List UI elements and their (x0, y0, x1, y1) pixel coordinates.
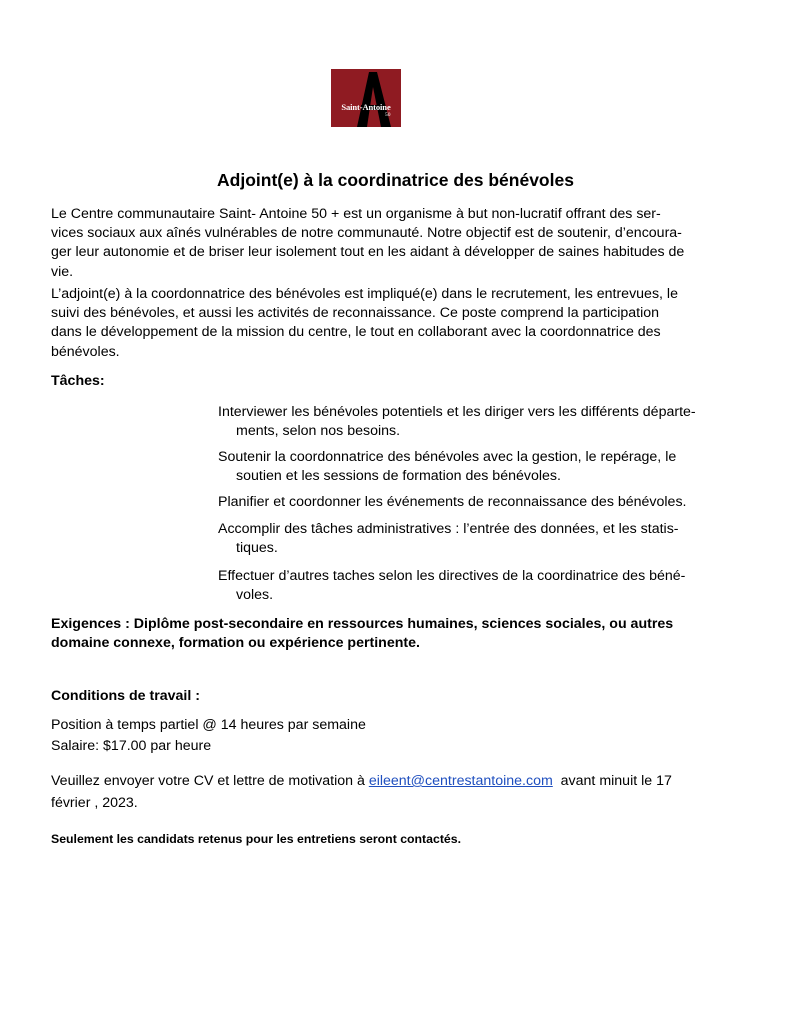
page-title: Adjoint(e) à la coordinatrice des bénévoles (217, 170, 574, 190)
logo-name: Saint-Antoine (341, 102, 391, 112)
requirements-line: Exigences : Diplôme post-secondaire en ressources humaines, sciences sociales, ou autres (51, 616, 674, 632)
intro-line: vices sociaux aux aînés vulnérables de notre communauté. Notre objectif est de soutenir, d’encoura- (51, 225, 682, 242)
apply-deadline: avant minuit le 17 (552, 773, 672, 789)
intro-line: vie. (51, 263, 74, 280)
task-line: Soutenir la coordonnatrice des bénévoles avec la gestion, le repérage, le (218, 449, 677, 465)
conditions-heading: Conditions de travail : (51, 688, 200, 704)
contact-note: Seulement les candidats retenus pour les entretiens seront contactés. (51, 832, 462, 846)
apply-date-line: février , 2023. (51, 795, 138, 811)
position-line: Position à temps partiel @ 14 heures par semaine (51, 717, 366, 733)
intro-line: Le Centre communautaire Saint- Antoine 50 + est un organisme à but non-lucratif offrant des ser- (51, 206, 661, 222)
role-line: suivi des bénévoles, et aussi les activités de reconnaissance. Ce poste comprend la participation (51, 305, 660, 322)
task-item (218, 520, 748, 557)
task-line: voles. (236, 586, 274, 603)
apply-line (51, 773, 672, 789)
tasks-heading: Tâches: (51, 373, 105, 389)
task-line: tiques. (236, 539, 278, 556)
role-line: dans le développement de la mission du centre, le tout en collaborant avec la coordonnatrice des (51, 324, 661, 341)
logo-number: 50 (385, 112, 391, 118)
intro-paragraph (51, 205, 751, 282)
role-line: L’adjoint(e) à la coordonnatrice des bénévoles est impliqué(e) dans le recrutement, les entrevues, le (51, 286, 678, 302)
task-line: Planifier et coordonner les événements de reconnaissance des bénévoles. (218, 494, 687, 510)
salary-line: Salaire: $17.00 par heure (51, 738, 212, 754)
saint-antoine-logo (331, 69, 401, 127)
email-link[interactable]: eileent@centrestantoine.com (368, 773, 553, 789)
role-paragraph (51, 285, 751, 362)
requirements-paragraph (51, 615, 761, 653)
task-item (218, 403, 748, 440)
role-line: bénévoles. (51, 343, 120, 360)
apply-text: Veuillez envoyer votre CV et lettre de motivation à (51, 773, 369, 789)
requirements-line: domaine connexe, formation ou expérience pertinente. (51, 635, 420, 651)
task-line: Accomplir des tâches administratives : l’entrée des données, et les statis- (218, 521, 679, 537)
task-item (218, 567, 748, 604)
task-line: soutien et les sessions de formation des bénévoles. (236, 467, 561, 484)
task-item (218, 448, 748, 485)
task-line: ments, selon nos besoins. (236, 422, 401, 439)
task-line: Interviewer les bénévoles potentiels et les diriger vers les différents départe- (218, 404, 696, 420)
letter-a-icon (331, 69, 401, 127)
task-line: Effectuer d’autres taches selon les directives de la coordinatrice des béné- (218, 568, 686, 584)
intro-line: ger leur autonomie et de briser leur isolement tout en les aidant à développer de saines habitudes de (51, 244, 685, 261)
task-item (218, 493, 748, 512)
